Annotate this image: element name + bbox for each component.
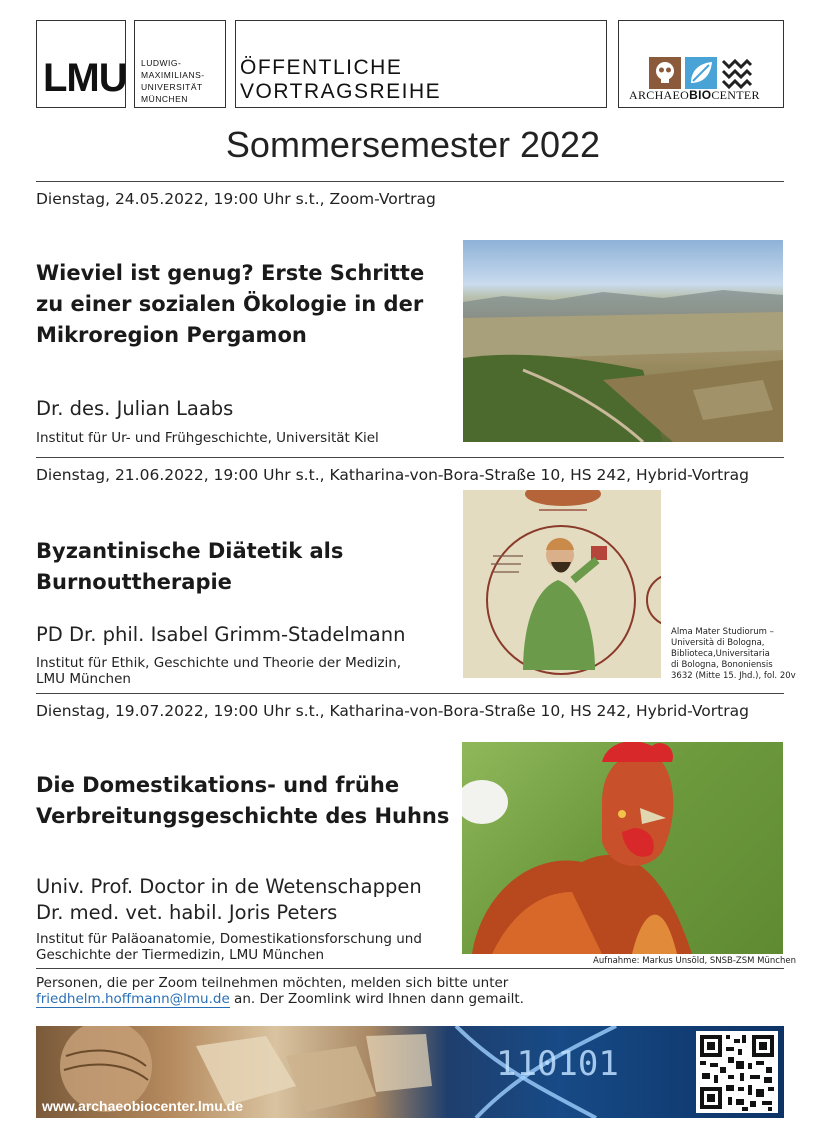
institute-line: Institut für Ethik, Geschichte und Theorie der Medizin, — [36, 655, 402, 671]
lecture-1-institute: Institut für Ur- und Frühgeschichte, Universität Kiel — [36, 430, 379, 446]
banner-binary-text: 110101 — [496, 1044, 619, 1084]
lecture-2-title — [36, 536, 343, 598]
zoom-note-line-2 — [36, 991, 524, 1007]
lecture-1-title — [36, 258, 424, 351]
lmu-logo — [36, 20, 126, 108]
credit-line: Alma Mater Studiorum – — [671, 627, 774, 637]
title-line: Wieviel ist genug? Erste Schritte — [36, 261, 425, 285]
semester-title: Sommersemester 2022 — [225, 124, 601, 165]
series-title-box — [235, 20, 607, 108]
rooster-photo — [462, 742, 783, 954]
university-name-line: UNIVERSITÄT — [141, 82, 203, 92]
dna-pattern-icon — [721, 57, 753, 89]
divider — [36, 181, 784, 182]
speaker-line: Dr. med. vet. habil. Joris Peters — [36, 901, 338, 924]
lecture-3-institute — [36, 931, 422, 963]
leaf-icon — [685, 57, 717, 89]
lecture-2-institute — [36, 655, 401, 687]
speaker-line: Univ. Prof. Doctor in de Wetenschappen — [36, 875, 422, 898]
credit-line: Biblioteca,Universitaria — [671, 649, 770, 659]
institute-line: Institut für Paläoanatomie, Domestikationsforschung und — [36, 931, 422, 947]
footer-banner — [36, 1026, 784, 1118]
zoom-registration-note — [36, 975, 524, 1007]
lecture-3-image-credit: Aufnahme: Markus Unsöld, SNSB-ZSM München — [593, 956, 796, 966]
center-name-prefix: ARCHAEO — [629, 88, 690, 102]
title-line: Verbreitungsgeschichte des Huhns — [36, 804, 450, 828]
skull-icon — [649, 57, 681, 89]
credit-line: di Bologna, Bononiensis — [671, 660, 773, 670]
lecture-3-title — [36, 770, 449, 832]
divider — [36, 457, 784, 458]
zoom-note-line-1: Personen, die per Zoom teilnehmen möchten, melden sich bitte unter — [36, 975, 509, 991]
website-url[interactable]: www.archaeobiocenter.lmu.de — [42, 1098, 243, 1114]
byzantine-manuscript-image — [463, 490, 661, 678]
title-line: zu einer sozialen Ökologie in der — [36, 292, 424, 316]
archaeobiocenter-name — [629, 88, 760, 103]
divider — [36, 968, 784, 969]
zoom-note-rest: an. Der Zoomlink wird Ihnen dann gemailt. — [229, 991, 524, 1007]
series-title: ÖFFENTLICHE VORTRAGSREIHE — [240, 56, 442, 103]
title-line: Burnouttherapie — [36, 570, 232, 594]
university-name-line: LUDWIG- — [141, 58, 182, 68]
lecture-1-meta: Dienstag, 24.05.2022, 19:00 Uhr s.t., Zoom-Vortrag — [36, 190, 436, 208]
lecture-1-speaker: Dr. des. Julian Laabs — [36, 397, 234, 420]
credit-line: Università di Bologna, — [671, 638, 765, 648]
credit-line: 3632 (Mitte 15. Jhd.), fol. 20v — [671, 671, 796, 681]
lmu-logo-text: LMU — [43, 56, 127, 100]
lecture-2-meta: Dienstag, 21.06.2022, 19:00 Uhr s.t., Katharina-von-Bora-Straße 10, HS 242, Hybrid-Vortrag — [36, 466, 749, 484]
archaeobiocenter-icons — [649, 57, 753, 89]
pergamon-landscape-photo — [463, 240, 783, 442]
university-name-line: MAXIMILIANS- — [141, 70, 205, 80]
qr-code[interactable] — [696, 1031, 778, 1113]
university-name-line: MÜNCHEN — [141, 94, 188, 104]
title-line: Die Domestikations- und frühe — [36, 773, 400, 797]
title-line: Byzantinische Diätetik als — [36, 539, 344, 563]
lecture-3-meta: Dienstag, 19.07.2022, 19:00 Uhr s.t., Katharina-von-Bora-Straße 10, HS 242, Hybrid-Vortrag — [36, 702, 749, 720]
email-link[interactable]: friedhelm.hoffmann@lmu.de — [36, 991, 230, 1007]
divider — [36, 693, 784, 694]
institute-line: LMU München — [36, 671, 131, 687]
university-name — [134, 20, 226, 108]
center-name-bold: BIO — [689, 88, 712, 102]
center-name-suffix: CENTER — [711, 88, 760, 102]
lecture-2-speaker: PD Dr. phil. Isabel Grimm-Stadelmann — [36, 623, 406, 646]
lecture-2-image-credit — [671, 627, 796, 682]
archaeobiocenter-logo — [618, 20, 784, 108]
lecture-3-speaker — [36, 874, 422, 926]
institute-line: Geschichte der Tiermedizin, LMU München — [36, 947, 325, 963]
title-line: Mikroregion Pergamon — [36, 323, 307, 347]
